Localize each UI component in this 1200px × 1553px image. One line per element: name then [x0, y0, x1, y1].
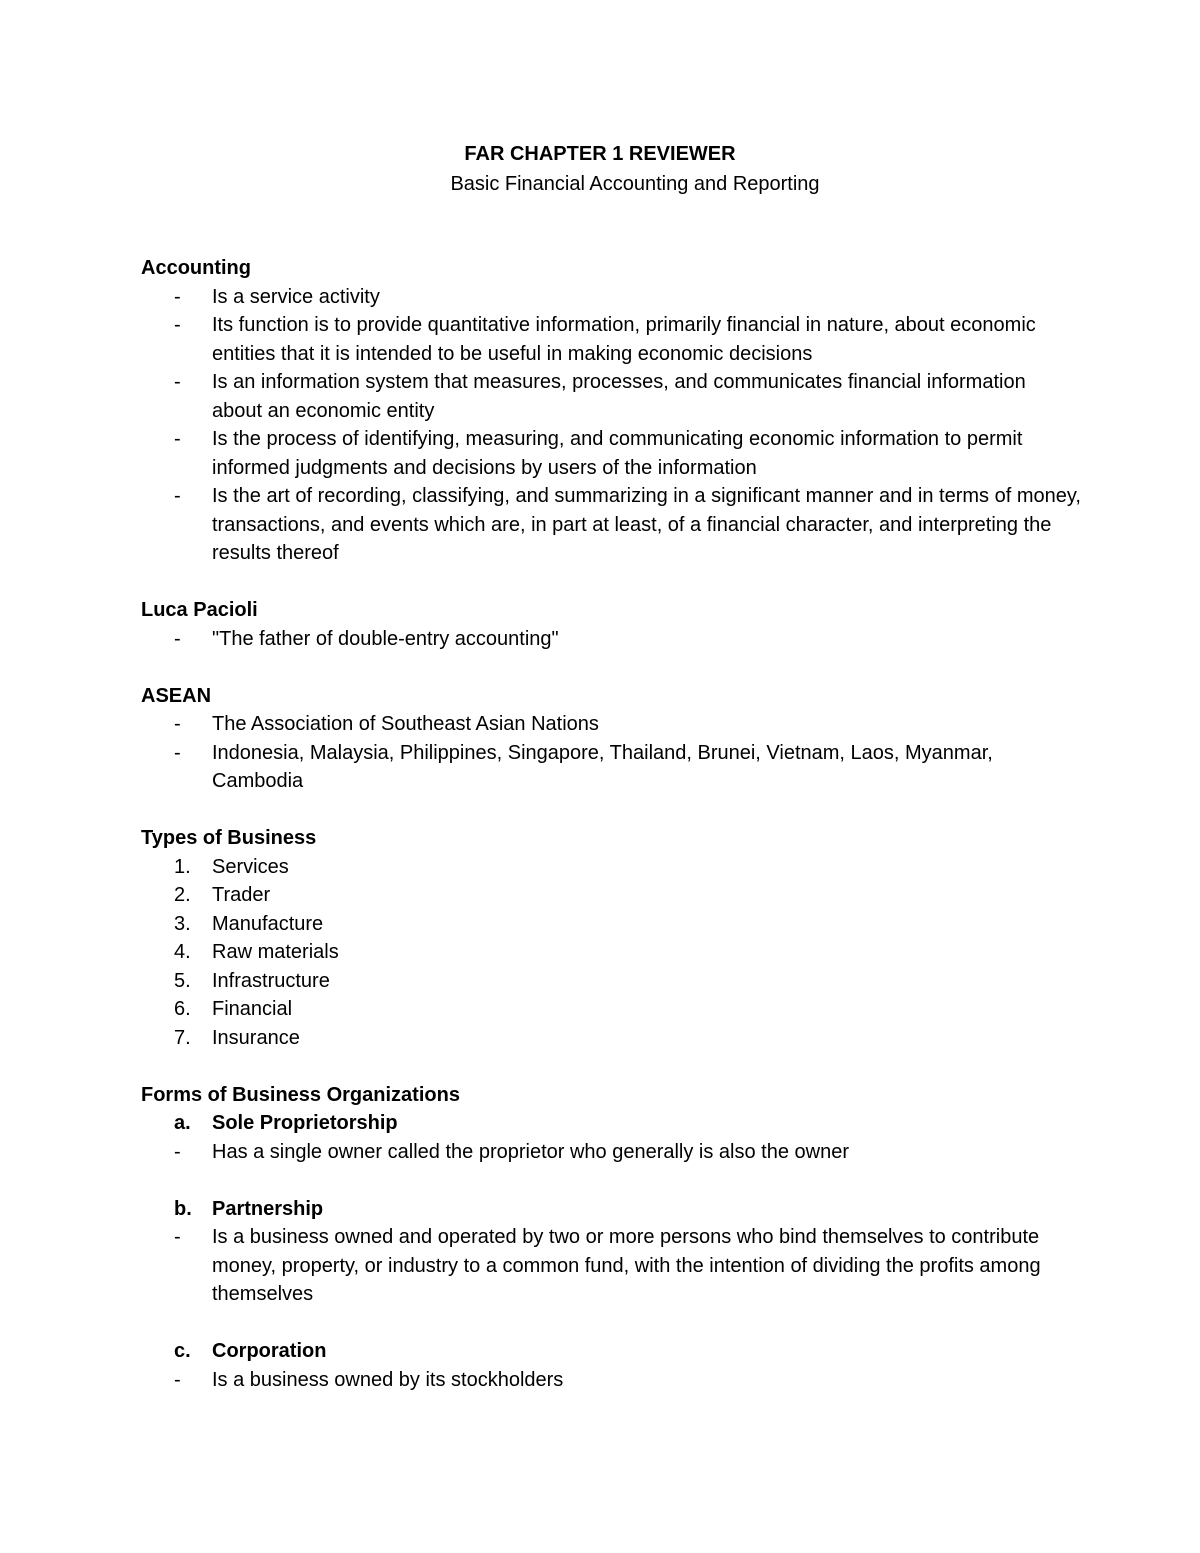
dash-marker: -	[174, 1140, 181, 1163]
dash-marker: -	[174, 314, 181, 336]
list-item-text: Manufacture	[212, 912, 324, 935]
document-body	[141, 254, 1081, 1394]
list-item	[141, 710, 1081, 739]
dash-marker: -	[174, 741, 181, 764]
bullet-list	[141, 625, 1081, 654]
list-item-text: Is an information system that measures, processes, and communicates financial information about an economic entity	[212, 371, 1026, 422]
list-item-text: The Association of Southeast Asian Nations	[212, 713, 599, 735]
document-subtitle: Basic Financial Accounting and Reporting	[450, 173, 820, 195]
dash-marker: -	[174, 485, 181, 507]
letter-marker: a.	[174, 1112, 191, 1134]
dash-marker: -	[174, 1226, 181, 1248]
list-item	[141, 910, 1081, 939]
list-item	[141, 938, 1081, 967]
section-asean	[141, 682, 1081, 796]
letter-marker: b.	[174, 1197, 192, 1220]
section-types-of-business	[141, 824, 1081, 1052]
list-item-text: Indonesia, Malaysia, Philippines, Singapore, Thailand, Brunei, Vietnam, Laos, Myanmar, Cambodia	[212, 741, 993, 792]
form-name: Corporation	[212, 1340, 327, 1362]
form-title	[141, 1109, 1081, 1138]
list-item	[141, 881, 1081, 910]
list-item-text: Its function is to provide quantitative information, primarily financial in nature, about economic entities that it is intended to be useful in making economic decisions	[212, 314, 1036, 365]
list-item	[141, 1138, 1081, 1167]
list-item	[141, 283, 1081, 312]
list-item	[141, 739, 1081, 796]
letter-marker: c.	[174, 1340, 191, 1362]
section-luca-pacioli	[141, 596, 1081, 653]
list-item	[141, 853, 1081, 882]
dash-marker: -	[174, 713, 181, 735]
numbered-list	[141, 853, 1081, 1053]
list-item-text: Services	[212, 855, 289, 878]
number-marker: 1.	[174, 855, 191, 878]
list-item-text: Is a service activity	[212, 285, 380, 308]
bullet-list	[141, 710, 1081, 796]
section-forms-of-business	[141, 1081, 1081, 1395]
list-item	[141, 482, 1081, 568]
list-item	[141, 368, 1081, 425]
list-item	[141, 995, 1081, 1024]
list-item	[141, 1024, 1081, 1053]
list-item-text: Financial	[212, 998, 293, 1020]
number-marker: 3.	[174, 912, 191, 935]
section-heading: Types of Business	[141, 827, 317, 849]
dash-marker: -	[174, 428, 181, 450]
number-marker: 5.	[174, 969, 191, 992]
section-heading: Luca Pacioli	[141, 599, 258, 621]
list-item	[141, 425, 1081, 482]
number-marker: 2.	[174, 884, 191, 906]
form-name: Partnership	[212, 1197, 324, 1220]
list-item-text: Insurance	[212, 1026, 300, 1049]
form-description: Is a business owned by its stockholders	[212, 1368, 564, 1391]
form-title	[141, 1195, 1081, 1224]
section-heading: ASEAN	[141, 684, 212, 707]
list-item	[141, 311, 1081, 368]
form-title	[141, 1337, 1081, 1366]
number-marker: 7.	[174, 1026, 191, 1049]
section-heading: Forms of Business Organizations	[141, 1083, 460, 1106]
list-item-text: Raw materials	[212, 941, 339, 963]
section-heading: Accounting	[141, 257, 251, 279]
list-item-text: "The father of double-entry accounting"	[212, 627, 559, 650]
list-item	[141, 1223, 1081, 1309]
list-item-text: Trader	[212, 884, 271, 906]
list-item	[141, 1366, 1081, 1395]
form-description: Has a single owner called the proprietor who generally is also the owner	[212, 1140, 850, 1163]
dash-marker: -	[174, 1368, 181, 1391]
list-item-text: Is the process of identifying, measuring, and communicating economic information to permit informed judgments and decisions by users of the information	[212, 428, 1023, 479]
form-partnership	[141, 1195, 1081, 1309]
number-marker: 6.	[174, 998, 191, 1020]
section-accounting	[141, 254, 1081, 568]
list-item-text: Is the art of recording, classifying, and summarizing in a significant manner and in terms of money, transactions, and events which are, in part at least, of a financial character, and interpreting the results thereof	[212, 485, 1081, 564]
list-item	[141, 967, 1081, 996]
list-item	[141, 625, 1081, 654]
dash-marker: -	[174, 285, 181, 308]
dash-marker: -	[174, 627, 181, 650]
form-description: Is a business owned and operated by two or more persons who bind themselves to contribute money, property, or industry to a common fund, with the intention of dividing the profits among themselves	[212, 1226, 1041, 1305]
number-marker: 4.	[174, 941, 191, 963]
list-item-text: Infrastructure	[212, 969, 330, 992]
document-title: FAR CHAPTER 1 REVIEWER	[464, 143, 736, 165]
form-name: Sole Proprietorship	[212, 1112, 398, 1134]
dash-marker: -	[174, 371, 181, 393]
form-corporation	[141, 1337, 1081, 1394]
bullet-list	[141, 283, 1081, 568]
form-sole-proprietorship	[141, 1109, 1081, 1166]
